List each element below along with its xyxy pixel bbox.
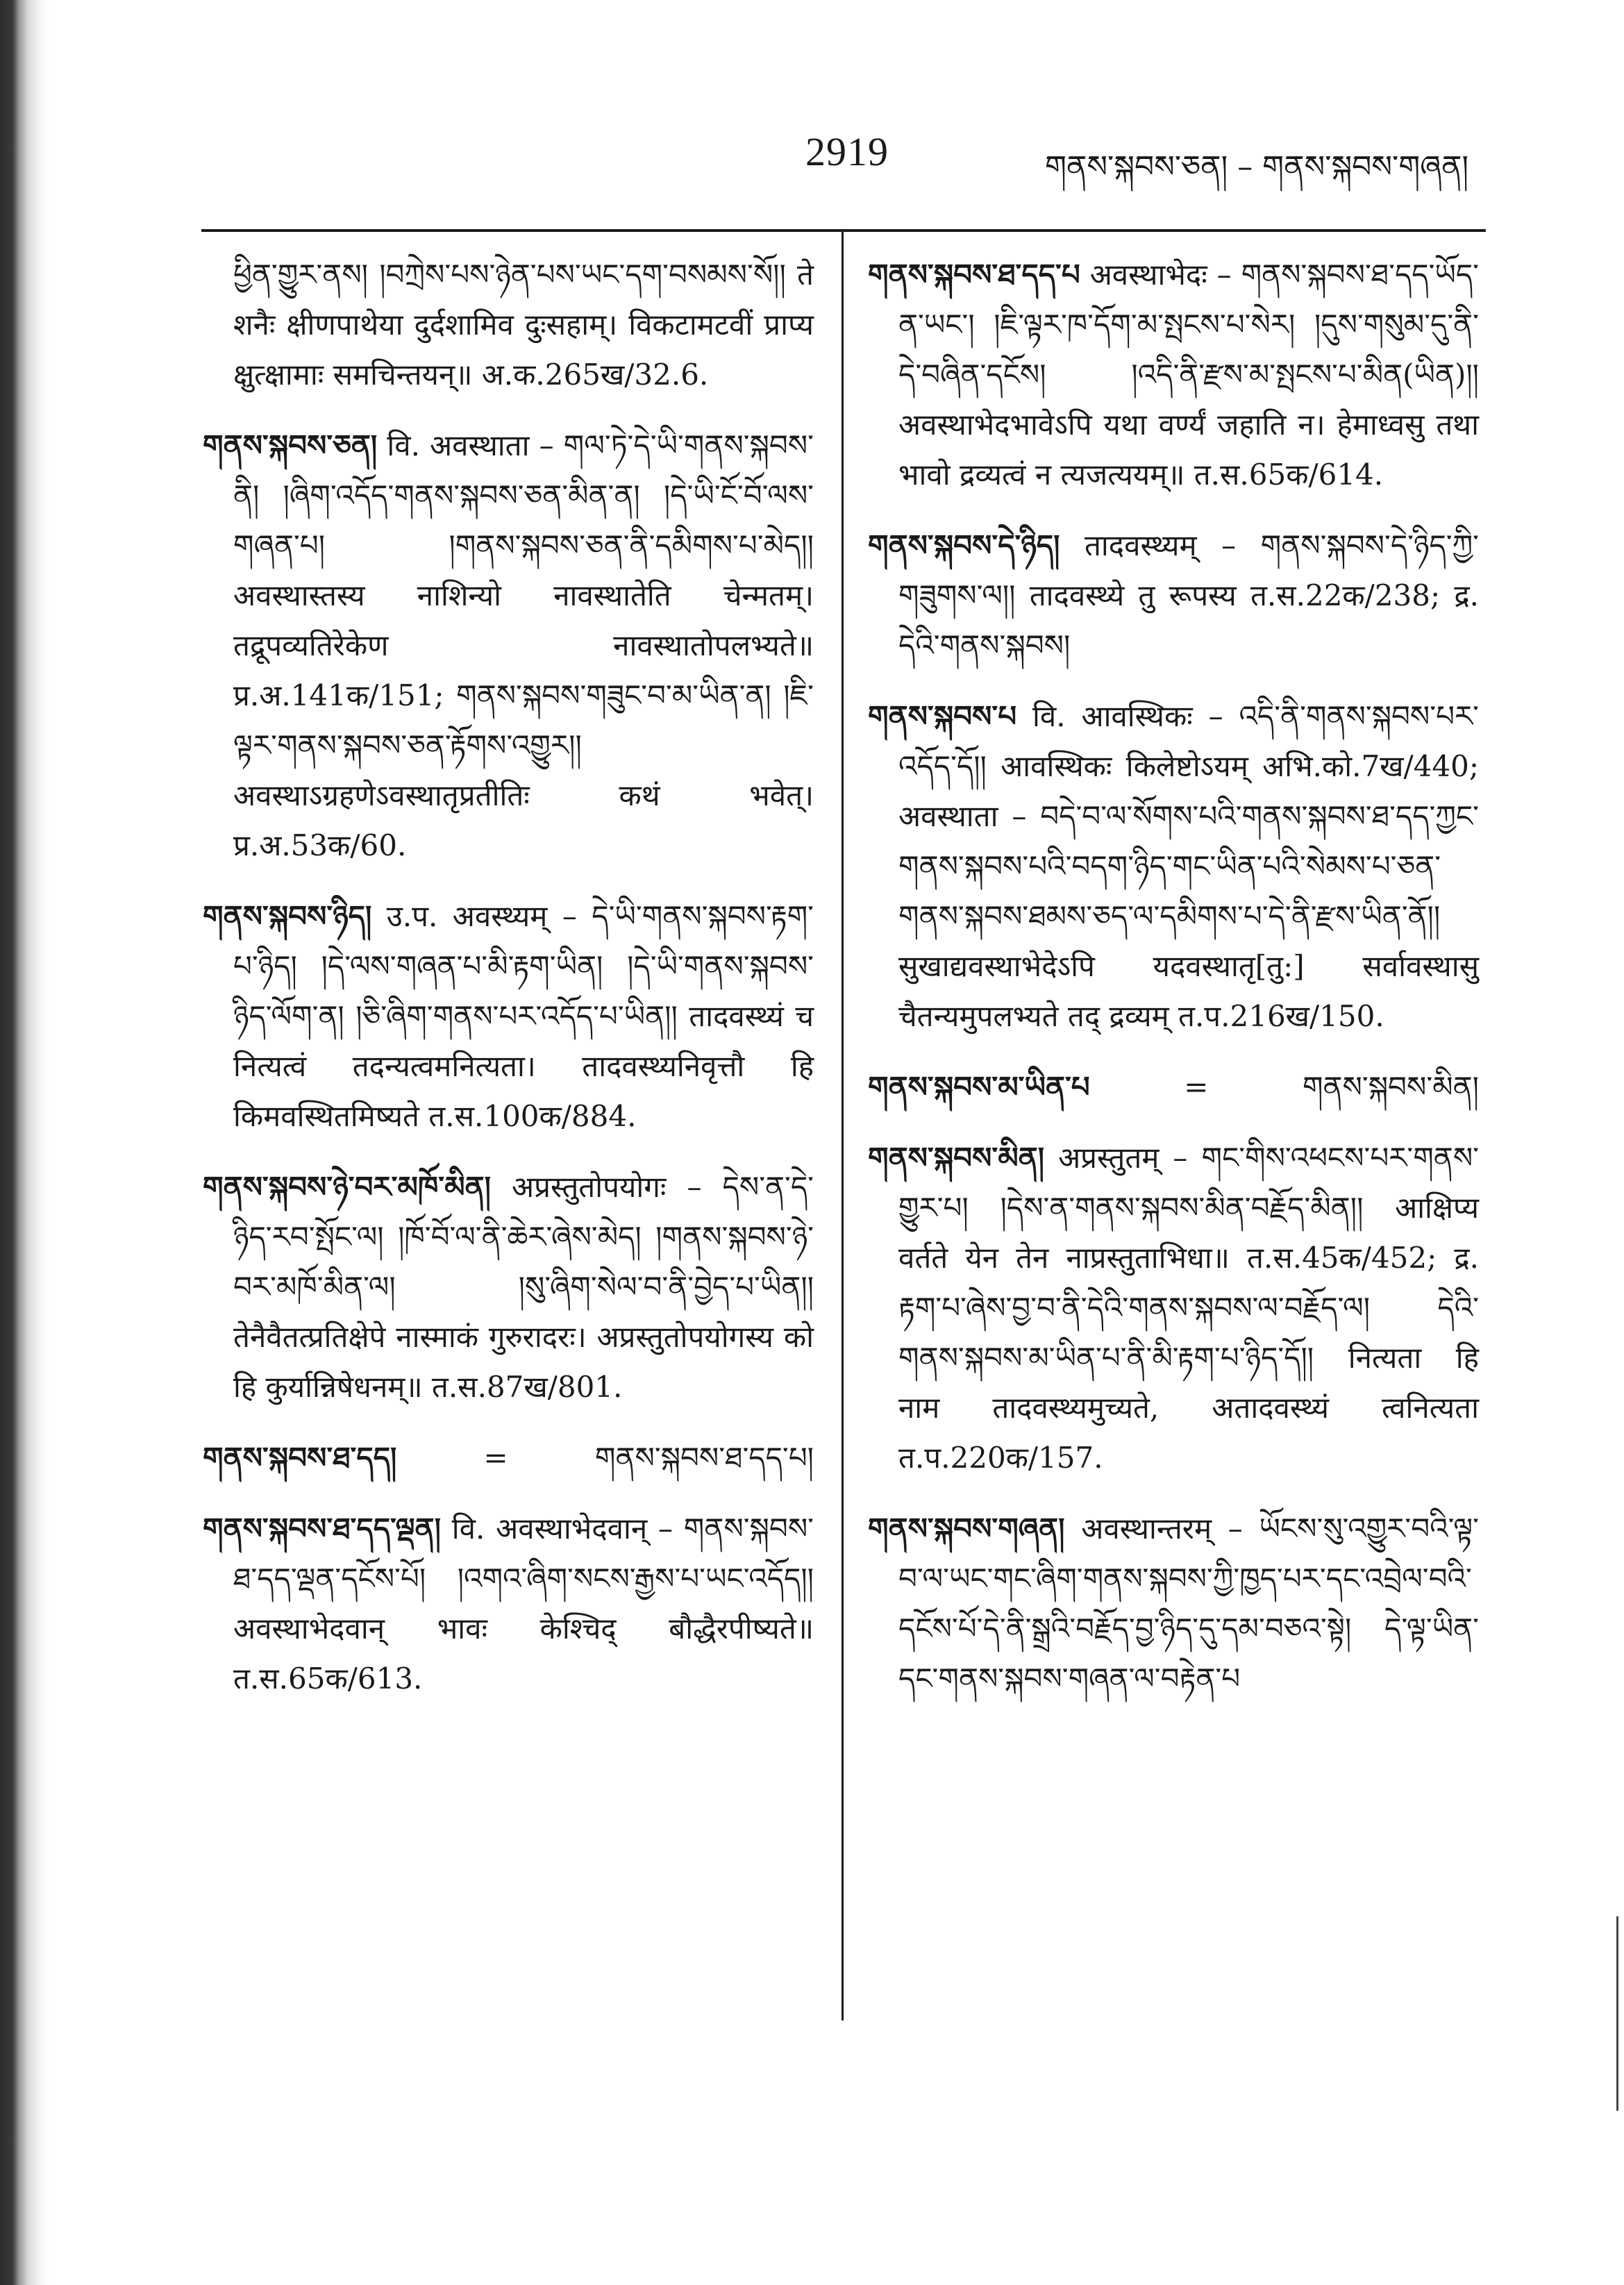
scan-edge-mark bbox=[1616, 1916, 1618, 2111]
scanned-page-edge bbox=[0, 0, 49, 2285]
entry-headword: གནས་སྐབས་ཉེ་བར་མཁོ་མིན། bbox=[203, 1170, 491, 1204]
running-head: གནས་སྐབས་ཅན། – གནས་སྐབས་གཞན། bbox=[1045, 149, 1469, 185]
entry-headword: གནས་སྐབས་ཐ་དད་ལྡན། bbox=[203, 1512, 441, 1546]
entry-headword: གནས་སྐབས་མིན། bbox=[868, 1141, 1045, 1175]
dictionary-entry bbox=[868, 250, 1479, 500]
entry-headword: གནས་སྐབས་ཐ་དད། bbox=[203, 1441, 397, 1475]
entry-body: अवस्थाभेदः – གནས་སྐབས་ཐ་དད་ཡོད་ན་ཡང་། །ཇི་ལྟར་ཁ་དོག་མ་སྤངས་པ་སེར། །དུས་གསུམ་དུ་ནི་དེ་བཞིན་དངོས། །འདི་ནི་རྫས་མ་སྤངས་པ་མིན(ཡིན)།། अवस्थाभेदभावेऽपि यथा वर्ण्यं जहाति न। हेमाध्वसु तथा भावो द्रव्यत्वं न त्यजत्ययम्॥ त.स.65क/614. bbox=[898, 258, 1479, 492]
entry-body: उ.प. अवस्थ्यम् – དེ་ཡི་གནས་སྐབས་རྟག་པ་ཉིད། །དེ་ལས་གཞན་པ་མི་རྟག་ཡིན། །དེ་ཡི་གནས་སྐབས་ཉིད་ལོག་ན། །ཅི་ཞིག་གནས་པར་འདོད་པ་ཡིན།། तादवस्थ्यं च नित्यत्वं तदन्यत्वमनित्यता। तादवस्थ्यनिवृत्तौ हि किमवस्थितमिष्यते त.स.100क/884. bbox=[233, 899, 814, 1133]
entry-headword: གནས་སྐབས་ཅན། bbox=[203, 428, 378, 462]
equals-sign: = bbox=[1184, 1070, 1209, 1104]
entry-body: तादवस्थ्यम् – གནས་སྐབས་དེ་ཉིད་ཀྱི་གཟུགས་ལ།། तादवस्थ्ये तु रूपस्य त.स.22क/238; द्र. དེའི་གནས་སྐབས། bbox=[898, 528, 1479, 662]
dictionary-entry bbox=[868, 1504, 1479, 1704]
entry-headword: གནས་སྐབས་གཞན། bbox=[868, 1512, 1065, 1546]
equivalence-target: གནས་སྐབས་མིན། bbox=[1302, 1070, 1479, 1104]
dictionary-entry bbox=[868, 1133, 1479, 1483]
equivalence-target: གནས་སྐབས་ཐ་དད་པ། bbox=[594, 1441, 814, 1475]
dictionary-entry bbox=[203, 421, 814, 871]
continuation-text: ཕྱིན་གྱུར་ནས། །བཀྲེས་པས་ཉེན་པས་ཡང་དག་བསམས་སོ།། ते शनैः क्षीणपाथेया दुर्दशामिव दुःसहाम्। विकटामटवीं प्राप्य क्षुत्क्षामाः समचिन्तयन्॥ अ.क.265ख/32.6. bbox=[233, 258, 814, 392]
equals-sign: = bbox=[483, 1441, 508, 1475]
dictionary-entry bbox=[203, 892, 814, 1141]
entry-headword: གནས་སྐབས་དེ་ཉིད། bbox=[868, 528, 1060, 562]
entry-body: वि. अवस्थाभेदवान् – གནས་སྐབས་ཐ་དད་ལྡན་དངོས་པོ། །འགའ་ཞིག་སངས་རྒྱས་པ་ཡང་འདོད།། अवस्थाभेदवान् भावः केश्चिद् बौद्धैरपीष्यते॥ त.स.65क/613. bbox=[233, 1512, 814, 1696]
equivalence-entry bbox=[203, 1433, 814, 1483]
equivalence-entry bbox=[868, 1062, 1479, 1112]
entry-body: वि. आवस्थिकः – འདི་ནི་གནས་སྐབས་པར་འདོད་དོ།། आवस्थिकः किलेष्टोऽयम् अभि.को.7ख/440; अवस्थाता – བདེ་བ་ལ་སོགས་པའི་གནས་སྐབས་ཐ་དད་ཀྱང་གནས་སྐབས་པའི་བདག་ཉིད་གང་ཡིན་པའི་སེམས་པ་ཅན་གནས་སྐབས་ཐམས་ཅད་ལ་དམིགས་པ་དེ་ནི་རྫས་ཡིན་ནོ།། सुखाद्यवस्थाभेदेऽपि यदवस्थातृ[तु:] सर्वावस्थासु चैतन्यमुपलभ्यते तद् द्रव्यम् त.प.216ख/150. bbox=[898, 699, 1479, 1033]
entry-headword: གནས་སྐབས་ཉིད། bbox=[203, 899, 372, 933]
entry-body: अप्रस्तुतम् – གང་གིས་འཕངས་པར་གནས་གྱུར་པ། །དེས་ན་གནས་སྐབས་མིན་བརྗོད་མིན།། आक्षिप्य वर्तते येन तेन नाप्रस्तुताभिधा॥ त.स.45क/452; द्र. རྟག་པ་ཞེས་བྱ་བ་ནི་དེའི་གནས་སྐབས་ལ་བརྗོད་ལ། དེའི་གནས་སྐབས་མ་ཡིན་པ་ནི་མི་རྟག་པ་ཉིད་དོ།། नित्यता हि नाम तादवस्थ्यमुच्यते, अतादवस्थ्यं त्वनित्यता त.प.220क/157. bbox=[898, 1141, 1479, 1475]
dictionary-entry bbox=[868, 692, 1479, 1041]
entry-body: अप्रस्तुतोपयोगः – དེས་ན་དེ་ཉིད་རབ་སྤོང་ལ། །ཁོ་བོ་ལ་ནི་ཆེར་ཞེས་མེད། །གནས་སྐབས་ཉེ་བར་མཁོ་མིན་ལ། །སུ་ཞིག་སེལ་བ་ནི་བྱེད་པ་ཡིན།། तेनैवैतत्प्रतिक्षेपे नास्माकं गुरुरादरः। अप्रस्तुतोपयोगस्य को हि कुर्यान्निषेधनम्॥ त.स.87ख/801. bbox=[233, 1170, 814, 1404]
entry-headword: གནས་སྐབས་ཐ་དད་པ bbox=[868, 258, 1080, 292]
page-header bbox=[0, 128, 1624, 184]
dictionary-entry bbox=[868, 521, 1479, 671]
dictionary-entry bbox=[203, 1162, 814, 1412]
right-column bbox=[868, 250, 1479, 1725]
page-number: 2919 bbox=[805, 129, 889, 174]
entry-body: अवस्थान्तरम् – ཡོངས་སུ་འགྱུར་བའི་ལྟ་བ་ལ་ཡང་གང་ཞིག་གནས་སྐབས་ཀྱི་ཁྱད་པར་དང་འབྲེལ་བའི་དངོས་པོ་དེ་ནི་སྒྲའི་བརྗོད་བྱ་ཉིད་དུ་དམ་བཅའ་སྟེ། དེ་ལྟ་ཡིན་དང་གནས་སྐབས་གཞན་ལ་བརྟེན་པ bbox=[898, 1512, 1479, 1696]
header-rule bbox=[201, 229, 1486, 232]
entry-headword: གནས་སྐབས་མ་ཡིན་པ bbox=[868, 1070, 1090, 1104]
entry-headword: གནས་སྐབས་པ bbox=[868, 699, 1017, 733]
column-divider bbox=[842, 229, 844, 2020]
left-column bbox=[203, 250, 814, 1725]
entry-body: वि. अवस्थाता – གལ་ཏེ་དེ་ཡི་གནས་སྐབས་ནི། །ཞིག་འདོད་གནས་སྐབས་ཅན་མིན་ན། །དེ་ཡི་ངོ་བོ་ལས་གཞན་པ། །གནས་སྐབས་ཅན་ནི་དམིགས་པ་མེད།། अवस्थास्तस्य नाशिन्यो नावस्थातेति चेन्मतम्। तद्रूपव्यतिरेकेण नावस्थातोपलभ्यते॥ प्र.अ.141क/151; གནས་སྐབས་གཟུང་བ་མ་ཡིན་ན། །ཇི་ལྟར་གནས་སྐབས་ཅན་རྟོགས་འགྱུར།། अवस्थाऽग्रहणेऽवस्थातृप्रतीतिः कथं भवेत्। प्र.अ.53क/60. bbox=[233, 428, 814, 862]
dictionary-entry bbox=[203, 1504, 814, 1704]
